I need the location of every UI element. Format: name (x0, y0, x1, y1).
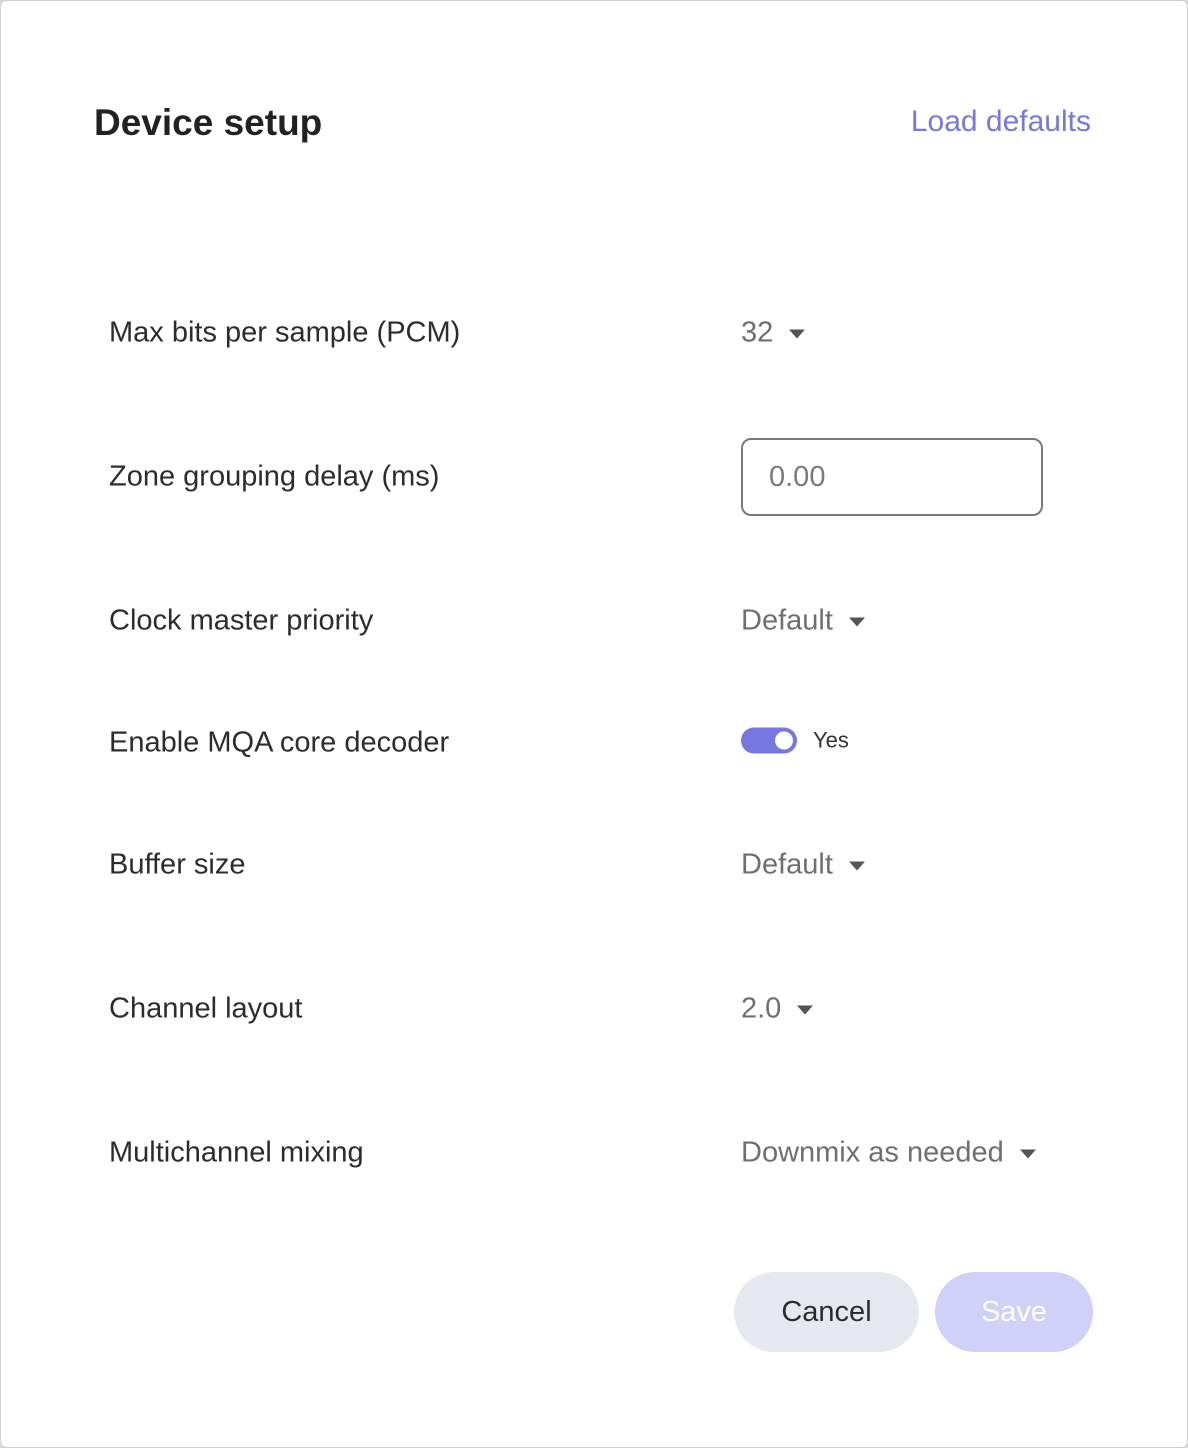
channel-layout-value: 2.0 (741, 992, 782, 1025)
dialog-title: Device setup (94, 102, 323, 143)
cancel-button[interactable]: Cancel (734, 1272, 919, 1352)
mqa-toggle[interactable] (741, 728, 797, 754)
multichannel-mixing-control (741, 1137, 1036, 1170)
mqa-control (741, 728, 849, 759)
chevron-down-icon (797, 1006, 813, 1015)
buffer-size-dropdown[interactable] (741, 849, 865, 882)
setting-row-max-bits (109, 303, 1069, 363)
chevron-down-icon (849, 862, 865, 871)
multichannel-mixing-dropdown[interactable] (741, 1137, 1036, 1170)
buffer-size-value: Default (741, 848, 833, 881)
load-defaults-link[interactable]: Load defaults (911, 101, 1091, 143)
max-bits-label: Max bits per sample (PCM) (109, 316, 461, 349)
buffer-size-control (741, 849, 865, 882)
clock-master-value: Default (741, 604, 833, 637)
buffer-size-label: Buffer size (109, 848, 246, 881)
max-bits-control (741, 317, 805, 350)
save-button[interactable]: Save (935, 1272, 1093, 1352)
clock-master-dropdown[interactable] (741, 605, 865, 638)
mqa-toggle-wrap (741, 728, 849, 754)
clock-master-control (741, 605, 865, 638)
setting-row-clock-master (109, 591, 1069, 651)
channel-layout-dropdown[interactable] (741, 993, 813, 1026)
max-bits-dropdown[interactable] (741, 317, 805, 350)
chevron-down-icon (849, 618, 865, 627)
zone-delay-input[interactable] (741, 438, 1043, 516)
multichannel-mixing-value: Downmix as needed (741, 1136, 1004, 1169)
zone-delay-control (741, 438, 1043, 516)
setting-row-channel-layout (109, 979, 1069, 1039)
chevron-down-icon (789, 330, 805, 339)
chevron-down-icon (1020, 1150, 1036, 1159)
setting-row-zone-delay (109, 447, 1069, 507)
toggle-knob (775, 732, 793, 750)
setting-row-multichannel-mixing (109, 1123, 1069, 1183)
multichannel-mixing-label: Multichannel mixing (109, 1136, 364, 1169)
mqa-toggle-state: Yes (813, 727, 849, 753)
channel-layout-control (741, 993, 813, 1026)
setting-row-mqa (109, 713, 1069, 773)
clock-master-label: Clock master priority (109, 604, 374, 637)
mqa-label: Enable MQA core decoder (109, 726, 450, 759)
max-bits-value: 32 (741, 316, 774, 349)
channel-layout-label: Channel layout (109, 992, 303, 1025)
setting-row-buffer-size (109, 835, 1069, 895)
zone-delay-label: Zone grouping delay (ms) (109, 460, 440, 493)
